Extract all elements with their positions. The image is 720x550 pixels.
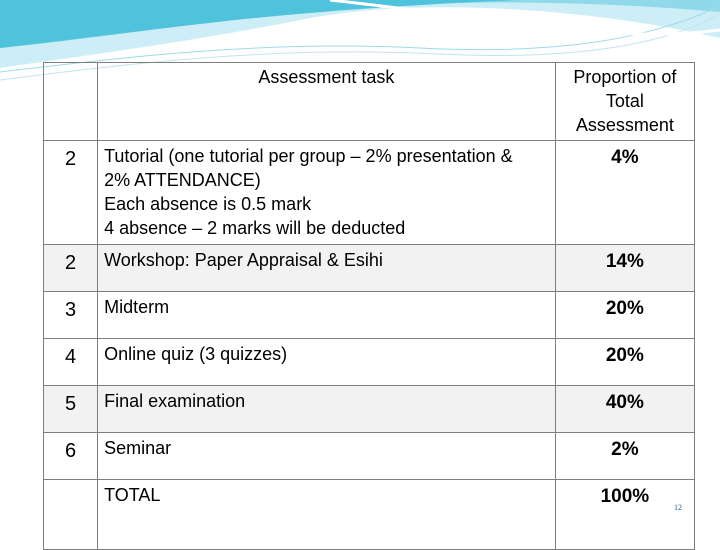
table-row	[44, 245, 695, 292]
row-proportion: 100%	[555, 480, 694, 550]
row-number: 5	[44, 386, 98, 433]
header-proportion-line: Assessment	[575, 115, 674, 135]
table-row	[44, 386, 695, 433]
task-line: 2% ATTENDANCE)	[104, 170, 261, 190]
header-task-cell: Assessment task	[98, 63, 556, 141]
table-header-row	[44, 63, 695, 141]
row-task: Online quiz (3 quizzes)	[98, 339, 556, 386]
row-number: 4	[44, 339, 98, 386]
row-proportion: 20%	[555, 292, 694, 339]
row-proportion: 20%	[555, 339, 694, 386]
row-task: Midterm	[98, 292, 556, 339]
row-proportion: 14%	[555, 245, 694, 292]
header-proportion-cell	[555, 63, 694, 141]
task-line: 4 absence – 2 marks will be deducted	[104, 218, 406, 238]
slide-page-number: 12	[674, 503, 682, 512]
task-line: Tutorial (one tutorial per group – 2% presentation &	[104, 146, 513, 166]
row-task	[98, 141, 556, 245]
row-proportion: 2%	[555, 433, 694, 480]
table-row	[44, 339, 695, 386]
row-proportion: 4%	[555, 141, 694, 245]
row-number: 2	[44, 141, 98, 245]
row-task: TOTAL	[98, 480, 556, 550]
header-num-cell	[44, 63, 98, 141]
table-row	[44, 141, 695, 245]
table-row	[44, 433, 695, 480]
row-proportion: 40%	[555, 386, 694, 433]
row-task: Final examination	[98, 386, 556, 433]
header-proportion-line: Proportion of	[573, 67, 677, 87]
row-number	[44, 480, 98, 550]
table-total-row	[44, 480, 695, 550]
row-number: 3	[44, 292, 98, 339]
header-proportion-line: Total	[605, 91, 644, 111]
row-number: 6	[44, 433, 98, 480]
assessment-table	[43, 62, 695, 550]
row-number: 2	[44, 245, 98, 292]
row-task: Workshop: Paper Appraisal & Esihi	[98, 245, 556, 292]
table-row	[44, 292, 695, 339]
task-line: Each absence is 0.5 mark	[104, 194, 312, 214]
row-task: Seminar	[98, 433, 556, 480]
